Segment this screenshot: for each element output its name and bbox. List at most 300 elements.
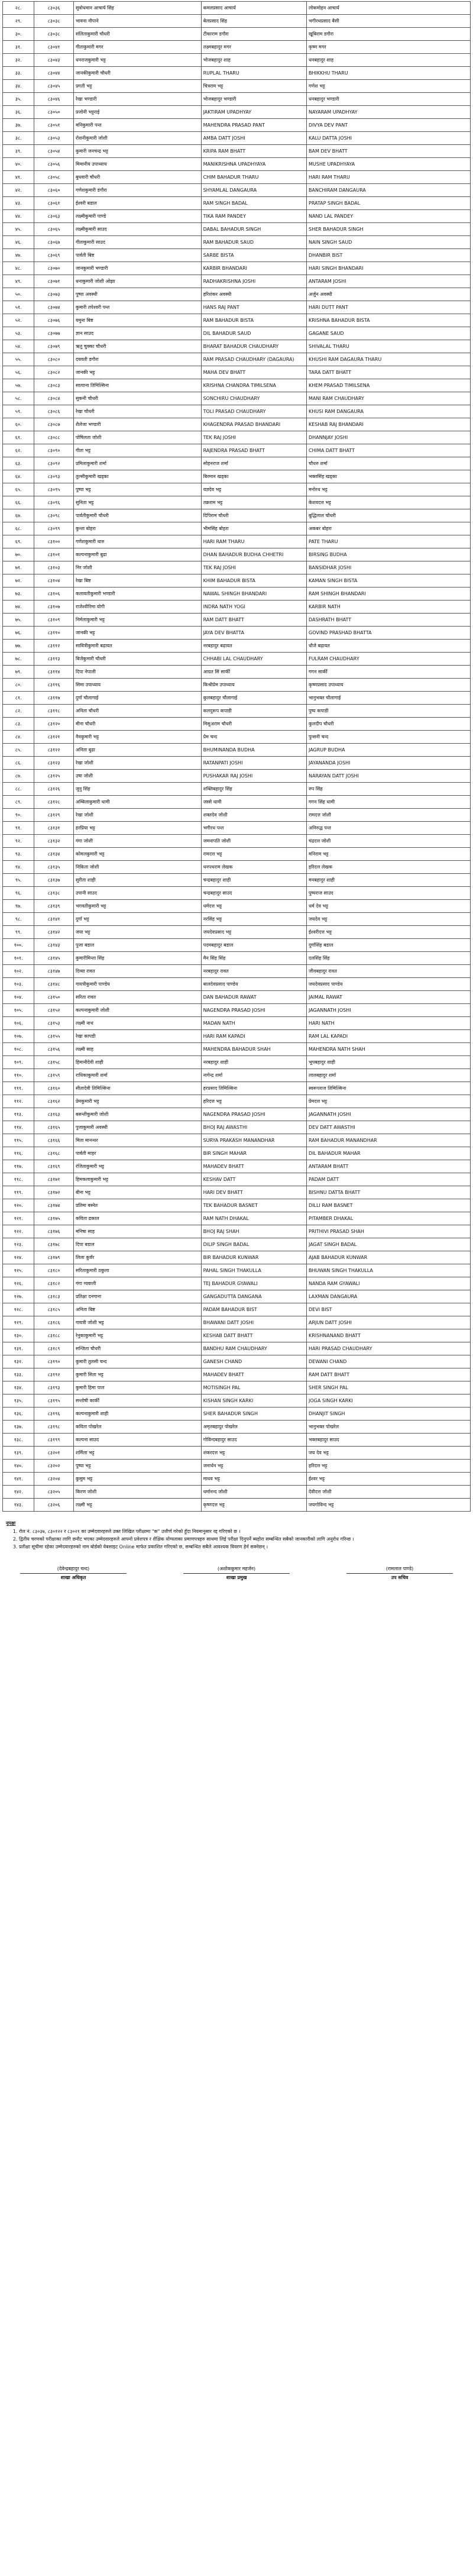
grandfather-name-cell: NARAYAN DATT JOSHI [307,770,471,783]
signature-name: (अशोककुमार महर्जन) [217,1566,256,1571]
father-name-cell: किश्रीप्रेम उपाध्याय [201,679,306,692]
roll-number-cell: ८३१८६ [34,1316,74,1329]
roll-number-cell: ८३०५० [34,106,74,119]
candidate-name-cell: दिव्या रावत [73,965,201,978]
grandfather-name-cell: JOGA SINGH KARKI [307,1394,471,1408]
grandfather-name-cell: AJAB BAHADUR KUNWAR [307,1251,471,1264]
candidate-name-cell: निकिता जोशी [73,861,201,874]
father-name-cell: माधव भट्ट [201,1473,306,1486]
father-name-cell: TEJ BAHADUR GYAWALI [201,1277,306,1290]
serial-number-cell: ३४. [3,80,34,93]
grandfather-name-cell: BANSIDHAR JOSHI [307,561,471,574]
father-name-cell: DAN BAHADUR RAWAT [201,991,306,1004]
father-name-cell: KESHAV DATT [201,1173,306,1186]
grandfather-name-cell: भानुभक्त चौलागाई [307,692,471,705]
serial-number-cell: १२१. [3,1212,34,1225]
grandfather-name-cell: पुष्पराज साउद [307,887,471,900]
serial-number-cell: १११. [3,1082,34,1095]
roll-number-cell: ८३१७४ [34,1199,74,1212]
roll-number-cell: ८३१३२ [34,835,74,848]
candidate-name-cell: सुनिता भट्ट [73,496,201,509]
grandfather-name-cell: RAM SHINGH BHANDARI [307,587,471,601]
candidate-name-cell: अम्बिलाकुमारी धामी [73,796,201,809]
father-name-cell: SARBE BISTA [201,249,306,262]
table-row [3,1486,471,1499]
table-row [3,1290,471,1303]
table-row [3,1277,471,1290]
table-row [3,119,471,132]
candidate-name-cell: कुमारी जनचन्द्र भट्ट [73,145,201,158]
grandfather-name-cell: JAGAT SINGH BADAL [307,1238,471,1251]
father-name-cell: GANGADUTTA DANGANA [201,1290,306,1303]
roll-number-cell: ८३११४ [34,666,74,679]
candidate-name-cell: सन्तोषी कार्की [73,1394,201,1408]
serial-number-cell: ८५. [3,744,34,757]
roll-number-cell: ८३१८९ [34,1342,74,1355]
signature-officer [20,1565,127,1581]
serial-number-cell: ११८. [3,1173,34,1186]
father-name-cell: MAHADEV BHATT [201,1368,306,1381]
serial-number-cell: ९८. [3,913,34,926]
serial-number-cell: १२३. [3,1238,34,1251]
roll-number-cell: ८३०५८ [34,171,74,184]
grandfather-name-cell: भूपबहादुर शाही [307,1056,471,1069]
table-row [3,41,471,54]
table-row [3,952,471,965]
serial-number-cell: १२४. [3,1251,34,1264]
table-row [3,1160,471,1173]
roll-number-cell: ८३२०६ [34,1499,74,1512]
roll-number-cell: ८३०४५ [34,80,74,93]
grandfather-name-cell: प्रेमदत्त भट्ट [307,1095,471,1108]
grandfather-name-cell: JAGRUP BUDHA [307,744,471,757]
serial-number-cell: ४६. [3,236,34,249]
father-name-cell: कृष्णदत्त भट्ट [201,1499,306,1512]
table-row [3,1316,471,1329]
candidate-name-cell: रेखा चौधरी [73,405,201,418]
candidate-name-cell: सरिता रावत [73,991,201,1004]
serial-number-cell: १४०. [3,1460,34,1473]
candidate-name-cell: पोषिलता जोशी [73,431,201,444]
father-name-cell: PADAM BAHADUR BIST [201,1303,306,1316]
candidate-name-cell: गंगा जोशी [73,835,201,848]
father-name-cell: RUPLAL THARU [201,67,306,80]
signature-deputy [346,1565,453,1581]
grandfather-name-cell: जयगोविन्द भट्ट [307,1499,471,1512]
father-name-cell: नरबहादुर शाही [201,1056,306,1069]
table-row [3,1447,471,1460]
signature-chief [183,1565,290,1581]
serial-number-cell: ७४. [3,601,34,614]
grandfather-name-cell: NANDA RAM GYAWALI [307,1277,471,1290]
grandfather-name-cell: धौजे बढ़ायत [307,640,471,653]
table-row [3,522,471,535]
roll-number-cell: ८३१३८ [34,887,74,900]
grandfather-name-cell: भक्तसिंह खड्का [307,470,471,483]
roll-number-cell: ८३०७७ [34,327,74,340]
father-name-cell: SHER BAHADUR SINGH [201,1408,306,1421]
grandfather-name-cell: गगन सार्की [307,666,471,679]
candidate-name-cell: सीतादेवी तिमिल्सिना [73,1082,201,1095]
father-name-cell: HANS RAJ PANT [201,301,306,314]
father-name-cell: BHOJ RAJ AWASTHI [201,1121,306,1134]
grandfather-name-cell: जयदेव भट्ट [307,913,471,926]
serial-number-cell: ८४. [3,731,34,744]
grandfather-name-cell: BAM DEV BHATT [307,145,471,158]
serial-number-cell: ५४. [3,340,34,353]
father-name-cell: RAM BAHADUR BISTA [201,314,306,327]
candidate-name-cell: तुल्सीकुमारी खड्का [73,470,201,483]
table-row [3,1043,471,1056]
table-row [3,796,471,809]
serial-number-cell: ३३. [3,67,34,80]
roll-number-cell: ८३०८३ [34,379,74,392]
candidate-name-cell: हिमकलाकुमारी भट्ट [73,1173,201,1186]
serial-number-cell: १४३. [3,1499,34,1512]
table-row [3,887,471,900]
father-name-cell: KISHAN SINGH KARKI [201,1394,306,1408]
roll-number-cell: ८३१५३ [34,1017,74,1030]
candidate-name-cell: जुनु सिंह [73,783,201,796]
candidate-name-cell: पार्वतीकुमारी चौधरी [73,509,201,522]
roll-number-cell: ८३१८३ [34,1290,74,1303]
candidate-name-cell: सरिताकुमारी ठकुला [73,1264,201,1277]
roll-number-cell: ८३१७९ [34,1251,74,1264]
grandfather-name-cell: मनोरथ भट्ट [307,483,471,496]
father-name-cell: गोविन्दबहादुर साउद [201,1434,306,1447]
roll-number-cell: ८३१४७ [34,965,74,978]
serial-number-cell: १२९. [3,1316,34,1329]
table-row [3,666,471,679]
father-name-cell: BHAWANI DATT JOSHI [201,1316,306,1329]
serial-number-cell: ६१. [3,431,34,444]
grandfather-name-cell: DASHRATH BHATT [307,614,471,627]
father-name-cell: हरिदत्त भट्ट [201,1095,306,1108]
serial-number-cell: १२८. [3,1303,34,1316]
roll-number-cell: ८३१६८ [34,1147,74,1160]
grandfather-name-cell: ईश्वरीदत्त भट्ट [307,926,471,939]
father-name-cell: कुलबहादुर चौलागाई [201,692,306,705]
father-name-cell: NAGENDRA PRASAD JOSHI [201,1108,306,1121]
serial-number-cell: ९१. [3,822,34,835]
candidate-name-cell: कविता पोखरेल [73,1421,201,1434]
grandfather-name-cell: BHIKKHU THARU [307,67,471,80]
table-row [3,1238,471,1251]
grandfather-name-cell: BHUWAN SINGH THAKULLA [307,1264,471,1277]
table-row [3,991,471,1004]
candidate-name-cell: गायत्रीकुमारी पाण्डेय [73,978,201,991]
father-name-cell: धर्मानन्द जोशी [201,1486,306,1499]
roll-number-cell: ८३१८५ [34,1303,74,1316]
table-row [3,822,471,835]
father-name-cell: RAJENDRA PRASAD BHATT [201,444,306,457]
candidate-name-cell: पार्वती बिष्ट [73,249,201,262]
grandfather-name-cell: अनिरुद्ध पन्त [307,822,471,835]
table-row [3,1434,471,1447]
serial-number-cell: ६८. [3,522,34,535]
grandfather-name-cell: MANI RAM CHAUDHARY [307,392,471,405]
grandfather-name-cell: ANTARAM JOSHI [307,275,471,288]
father-name-cell: CHIM BAHADUR THARU [201,171,306,184]
table-row [3,301,471,314]
father-name-cell: KRIPA RAM BHATT [201,145,306,158]
serial-number-cell: ५०. [3,288,34,301]
table-row [3,392,471,405]
table-row [3,444,471,457]
roll-number-cell: ८३१२२ [34,744,74,757]
grandfather-name-cell: DIVYA DEV PANT [307,119,471,132]
signature-block [2,1565,471,1581]
roll-number-cell: ८३१४२ [34,926,74,939]
roll-number-cell: ८३०३६ [34,2,74,15]
grandfather-name-cell: KARBIR NATH [307,601,471,614]
table-row [3,93,471,106]
grandfather-name-cell: चंद्रदत्त जोशी [307,835,471,848]
table-row [3,1408,471,1421]
candidate-name-cell: अनिता बुढा [73,744,201,757]
serial-number-cell: १३०. [3,1329,34,1342]
roll-number-cell: ८३१६५ [34,1121,74,1134]
roll-number-cell: ८३१८२ [34,1277,74,1290]
serial-number-cell: ५५. [3,353,34,366]
table-row [3,535,471,548]
father-name-cell: भीमसिंह बोहरा [201,522,306,535]
grandfather-name-cell: कृष्ण मगर [307,41,471,54]
roll-number-cell: ८३१९२ [34,1368,74,1381]
table-row [3,718,471,731]
candidate-name-cell: कुमारी हिमा पाल [73,1381,201,1394]
serial-number-cell: १२२. [3,1225,34,1238]
serial-number-cell: ९५. [3,874,34,887]
father-name-cell: RAM SINGH BADAL [201,197,306,210]
roll-number-cell: ८३११७ [34,692,74,705]
father-name-cell: धर्मदत्त भट्ट [201,900,306,913]
serial-number-cell: ७७. [3,640,34,653]
father-name-cell: TIKA RAM PANDEY [201,210,306,223]
serial-number-cell: १०६. [3,1017,34,1030]
grandfather-name-cell: धनबहादुर शाह [307,54,471,67]
father-name-cell: DHAN BAHADUR BUDHA CHHETRI [201,548,306,561]
serial-number-cell: ८३. [3,718,34,731]
father-name-cell: प्रेम चन्द [201,731,306,744]
serial-number-cell: ३६. [3,106,34,119]
roll-number-cell: ८३१५० [34,991,74,1004]
table-row [3,457,471,470]
grandfather-name-cell: KRISHNANAND BHATT [307,1329,471,1342]
candidate-name-cell: रेखा जोशी [73,757,201,770]
serial-number-cell: ११९. [3,1186,34,1199]
father-name-cell: भगीरथ पन्त [201,822,306,835]
candidate-name-cell: कोमलकुमारी भट्ट [73,848,201,861]
father-name-cell: टीकाराम डगौरा [201,28,306,41]
note-item: 1. रोल नं. ८३०३७, ८३०१२२ र ८३०२१ का उम्मेदवारहरुले उक्त लिखित परीक्षामा "क" उत्तीर्ण गरेको हुँदा नियमानुसार रद्द गरिएको छ । [19,1528,467,1535]
serial-number-cell: ७६. [3,627,34,640]
candidate-name-cell: रोशनीकुमारी जोशी [73,132,201,145]
table-row [3,1186,471,1199]
candidate-name-cell: मनिकुमारी पन्त [73,119,201,132]
father-name-cell: AMBA DATT JOSHI [201,132,306,145]
table-row [3,379,471,392]
father-name-cell: SONCHIRU CHAUDHARY [201,392,306,405]
father-name-cell: BHUMINANDA BUDHA [201,744,306,757]
candidate-name-cell: दुर्गा चौलागाई [73,692,201,705]
grandfather-name-cell: DHANNJAY JOSHI [307,431,471,444]
candidate-name-cell: कविता ढकाल [73,1212,201,1225]
grandfather-name-cell: BANCHIRAM DANGAURA [307,184,471,197]
grandfather-name-cell: SHER BAHADUR SINGH [307,223,471,236]
table-row [3,1134,471,1147]
roll-number-cell: ८३१३७ [34,874,74,887]
serial-number-cell: ५७. [3,379,34,392]
grandfather-name-cell: रुप सिंह [307,783,471,796]
serial-number-cell: ६६. [3,496,34,509]
roll-number-cell: ८३०७४ [34,301,74,314]
table-row [3,496,471,509]
roll-number-cell: ८३१६९ [34,1160,74,1173]
father-name-cell: बालदेवप्रसाद पाण्डेय [201,978,306,991]
grandfather-name-cell: HARI NATH [307,1017,471,1030]
table-row [3,1329,471,1342]
grandfather-name-cell: HARI DUTT PANT [307,301,471,314]
grandfather-name-cell: धनबहादुर भण्डारी [307,93,471,106]
serial-number-cell: ३१. [3,41,34,54]
grandfather-name-cell: PATE THARU [307,535,471,548]
candidate-name-cell: नैनकुमारी भट्ट [73,731,201,744]
roll-number-cell: ८३१४३ [34,939,74,952]
roll-number-cell: ८३०६३ [34,210,74,223]
roll-number-cell: ८३१२१ [34,731,74,744]
candidate-name-cell: कुसुम भट्ट [73,1473,201,1486]
father-name-cell: हरप्रसाद तिमिल्सिना [201,1082,306,1095]
serial-number-cell: १३५. [3,1394,34,1408]
table-row [3,210,471,223]
father-name-cell: MAHENDRA PRASAD PANT [201,119,306,132]
grandfather-name-cell: KAMAN SINGH BISTA [307,574,471,587]
roll-number-cell: ८३१३१ [34,822,74,835]
serial-number-cell: २९. [3,15,34,28]
table-row [3,1342,471,1355]
grandfather-name-cell: SHER SINGH PAL [307,1381,471,1394]
candidate-name-cell: पुजा बडाल [73,939,201,952]
table-row [3,2,471,15]
roll-number-cell: ८३१९० [34,1355,74,1368]
candidate-name-cell: शैलेजा भण्डारी [73,418,201,431]
roll-number-cell: ८३१०७ [34,601,74,614]
candidate-table [2,1,471,1512]
grandfather-name-cell: लोकमोहन आचार्य [307,2,471,15]
grandfather-name-cell: JAGANNATH JOSHI [307,1004,471,1017]
serial-number-cell: ८८. [3,783,34,796]
father-name-cell: आग्रत सिं सार्की [201,666,306,679]
father-name-cell: SHYAMLAL DANGAURA [201,184,306,197]
grandfather-name-cell: DHANBIR BIST [307,249,471,262]
grandfather-name-cell: TARA DATT BHATT [307,366,471,379]
father-name-cell: PAHAL SINGH THAKULLA [201,1264,306,1277]
roll-number-cell: ८३०८७ [34,418,74,431]
grandfather-name-cell: भगीरथप्रसाद बैसी [307,15,471,28]
grandfather-name-cell: KHUSHI RAM DAGAURA THARU [307,353,471,366]
father-name-cell: हरिशंकर अवस्थी [201,288,306,301]
candidate-name-cell: प्रजोनी भट्टराई [73,106,201,119]
father-name-cell: TEK BAHADUR BASNET [201,1199,306,1212]
grandfather-name-cell: पुन्सनी चन्द [307,731,471,744]
roll-number-cell: ८३०४१ [34,41,74,54]
father-name-cell: जयदेवप्रसाद भट्ट [201,926,306,939]
serial-number-cell: १२५. [3,1264,34,1277]
notes-list [6,1528,467,1550]
father-name-cell: पदमबहादुर बडाल [201,939,306,952]
candidate-name-cell: कुमारीमिन्ता सिंह [73,952,201,965]
father-name-cell: BIR SINGH MAHAR [201,1147,306,1160]
grandfather-name-cell: जीवबहादुर रावत [307,965,471,978]
serial-number-cell: १३८. [3,1434,34,1447]
candidate-name-cell: हिमानीदेवी शाही [73,1056,201,1069]
table-row [3,1499,471,1512]
father-name-cell: NAWAL SHINGH BHANDARI [201,587,306,601]
serial-number-cell: ११२. [3,1095,34,1108]
grandfather-name-cell: FULRAM CHAUDHARY [307,653,471,666]
grandfather-name-cell: MUSHE UPADHYAYA [307,158,471,171]
father-name-cell: लक्ष्मबहादुर मगर [201,41,306,54]
grandfather-name-cell: दुर्गासिंह बडाल [307,939,471,952]
table-row [3,184,471,197]
candidate-name-cell: पुष्पा अवस्थी [73,288,201,301]
serial-number-cell: १४१. [3,1473,34,1486]
candidate-table-body [3,2,471,1512]
roll-number-cell: ८३१३९ [34,900,74,913]
serial-number-cell: ६३. [3,457,34,470]
serial-number-cell: ६७. [3,509,34,522]
serial-number-cell: ३७. [3,119,34,132]
serial-number-cell: ५९. [3,405,34,418]
grandfather-name-cell: DILLI RAM BASNET [307,1199,471,1212]
candidate-name-cell: बुधवारी चौधरी [73,171,201,184]
father-name-cell: बिरमान खड्का [201,470,306,483]
grandfather-name-cell: केशवदत्त भट्ट [307,496,471,509]
candidate-name-cell: कल्पनाकुमारी बुढा [73,548,201,561]
serial-number-cell: ४५. [3,223,34,236]
serial-number-cell: १०८. [3,1043,34,1056]
serial-number-cell: १३३. [3,1368,34,1381]
candidate-name-cell: प्रगती भट्ट [73,80,201,93]
table-row [3,705,471,718]
roll-number-cell: ८३०७० [34,262,74,275]
table-row [3,965,471,978]
father-name-cell: KRISHNA CHANDRA TIMILSENA [201,379,306,392]
father-name-cell: नागेन्द्र शर्मा [201,1069,306,1082]
grandfather-name-cell: BISHNU DATTA BHATT [307,1186,471,1199]
candidate-name-cell: रेखा कापडी [73,1030,201,1043]
serial-number-cell: ४८. [3,262,34,275]
candidate-name-cell: बसन्तीकुमारी जोशी [73,1108,201,1121]
grandfather-name-cell: हरिदत्त भट्ट [307,1460,471,1473]
candidate-name-cell: कल्पनाकुमारी शाही [73,1408,201,1421]
serial-number-cell: ११३. [3,1108,34,1121]
roll-number-cell: ८३०८६ [34,405,74,418]
roll-number-cell: ८३१५५ [34,1030,74,1043]
table-row [3,145,471,158]
grandfather-name-cell: धर्म देव भट्ट [307,900,471,913]
table-row [3,978,471,991]
serial-number-cell: ५१. [3,301,34,314]
candidate-name-cell: रेनुकाकुमारी भट्ट [73,1329,201,1342]
serial-number-cell: १२०. [3,1199,34,1212]
father-name-cell: BHOJ RAJ SHAH [201,1225,306,1238]
father-name-cell: शक्तदेव जोशी [201,809,306,822]
candidate-name-cell: धनराजकुमारी भट्ट [73,54,201,67]
table-row [3,158,471,171]
father-name-cell: जस्से धामी [201,796,306,809]
